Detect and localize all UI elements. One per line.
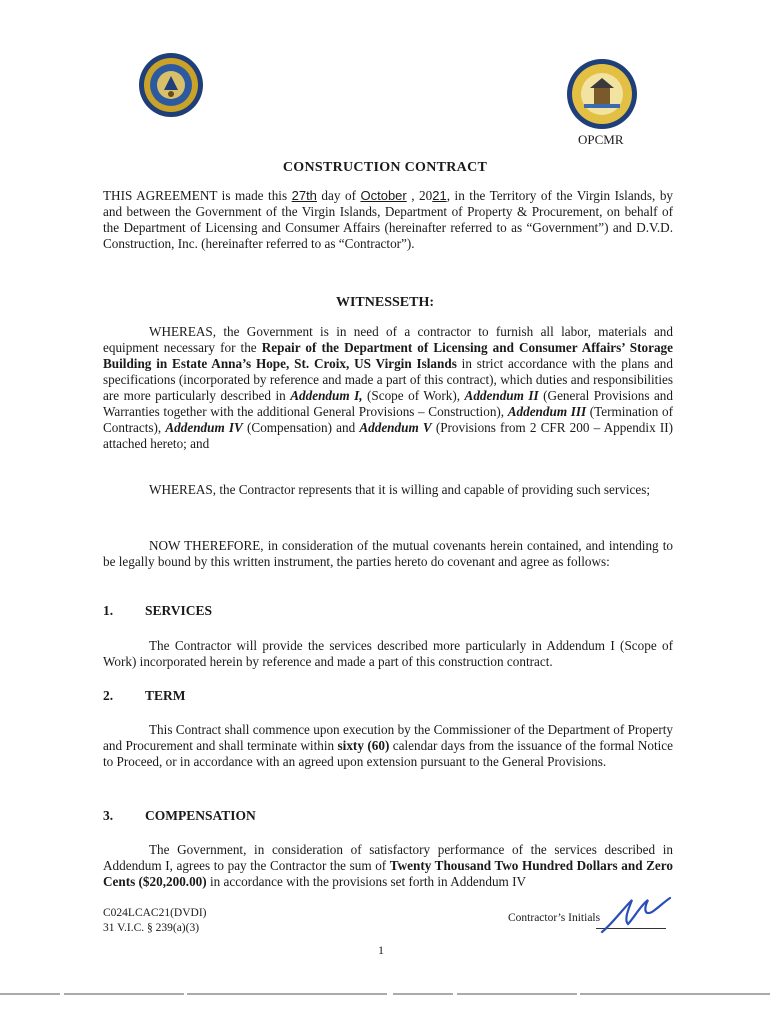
whereas1-text-6: (Compensation) and xyxy=(242,420,360,435)
section-1-number: 1. xyxy=(103,603,114,618)
section-2-text-2: calendar days from the issuance of the formal Notice to Proceed, or in accordance with an agreed upon extension pursuant to the General Provisions. xyxy=(103,738,673,769)
section-1-body: The Contractor will provide the services described more particularly in Addendum I (Scope of Work) incorporated herein by reference and made a part of this construction contract. xyxy=(103,638,673,669)
document-code xyxy=(103,906,207,936)
section-3-title: COMPENSATION xyxy=(145,808,256,823)
section-1-heading xyxy=(103,603,212,619)
addendum-5-ref: Addendum V xyxy=(359,420,432,435)
section-2-title: TERM xyxy=(145,688,186,703)
section-2-heading xyxy=(103,688,186,704)
term-duration: sixty (60) xyxy=(337,738,390,753)
property-procurement-seal-icon xyxy=(566,58,638,130)
whereas-paragraph-1 xyxy=(103,324,673,452)
bottom-scan-line xyxy=(0,992,770,996)
whereas1-text-2: in strict accordance with the plans and specifications (incorporated by reference and made a part of this contract), which duties and responsibilities are more particularly described in xyxy=(103,356,673,403)
addendum-1-ref: Addendum I, xyxy=(290,388,363,403)
section-3-body xyxy=(103,842,673,890)
whereas1-text-7: (Provisions from 2 CFR 200 – Appendix II) attached hereto; and xyxy=(103,420,673,451)
opcmr-label: OPCMR xyxy=(578,132,624,147)
statute-reference: 31 V.I.C. § 239(a)(3) xyxy=(103,922,200,934)
whereas1-text-5: (Termination of Contracts), xyxy=(103,404,673,435)
virgin-islands-seal-icon xyxy=(138,52,204,118)
contractor-initials-signature-icon xyxy=(598,888,674,936)
contract-year: 21 xyxy=(432,188,447,203)
intro-paragraph xyxy=(103,188,673,252)
contract-day: 27th xyxy=(291,188,317,203)
section-3-text-2: in accordance with the provisions set forth in Addendum IV xyxy=(206,874,527,889)
section-1-title: SERVICES xyxy=(145,603,213,618)
document-title: CONSTRUCTION CONTRACT xyxy=(282,160,488,175)
intro-text-3: , 20 xyxy=(406,188,433,203)
addendum-3-ref: Addendum III xyxy=(507,404,587,419)
intro-text-2: day of xyxy=(316,188,361,203)
whereas1-text-4: (General Provisions and Warranties together with the additional General Provisions – Construction), xyxy=(103,388,673,419)
section-3-heading xyxy=(103,808,256,824)
contract-month: October xyxy=(360,188,407,203)
section-2-number: 2. xyxy=(103,688,114,703)
project-name: Repair of the Department of Licensing and Consumer Affairs’ Storage Building in Estate Anna’s Hope, St. Croix, US Virgin Islands xyxy=(103,340,673,371)
section-3-number: 3. xyxy=(103,808,114,823)
section-2-text-1: This Contract shall commence upon execution by the Commissioner of the Department of Property and Procurement and shall terminate within xyxy=(103,722,673,753)
page-number: 1 xyxy=(378,943,384,957)
intro-text-4: , in the Territory of the Virgin Islands, by and between the Government of the Virgin Islands, Department of Property & Procurement, on behalf of the Department of Licensing and Consumer Affairs (hereinafter referred to as “Government”) and D.V.D. Construction, Inc. (hereinafter referred to as “Contractor”). xyxy=(103,188,674,251)
contractor-initials-label: Contractor’s Initials xyxy=(508,912,601,924)
whereas1-text-3: (Scope of Work), xyxy=(362,388,465,403)
section-2-body xyxy=(103,722,673,770)
whereas1-text-1: WHEREAS, the Government is in need of a contractor to furnish all labor, materials and equipment necessary for the xyxy=(103,324,673,355)
witnesseth-heading: WITNESSETH: xyxy=(335,295,435,310)
contract-code: C024LCAC21(DVDI) xyxy=(103,907,207,919)
intro-text-1: THIS AGREEMENT is made this xyxy=(103,188,292,203)
addendum-4-ref: Addendum IV xyxy=(165,420,243,435)
now-therefore-paragraph: NOW THEREFORE, in consideration of the mutual covenants herein contained, and intending to be legally bound by this written instrument, the parties hereto do covenant and agree as follows: xyxy=(103,538,673,569)
section-3-text-1: The Government, in consideration of satisfactory performance of the services described in Addendum I, agrees to pay the Contractor the sum of xyxy=(103,842,673,873)
whereas-paragraph-2: WHEREAS, the Contractor represents that it is willing and capable of providing such services; xyxy=(149,482,651,497)
contract-amount: Twenty Thousand Two Hundred Dollars and Zero Cents ($20,200.00) xyxy=(103,858,673,889)
addendum-2-ref: Addendum II xyxy=(464,388,539,403)
